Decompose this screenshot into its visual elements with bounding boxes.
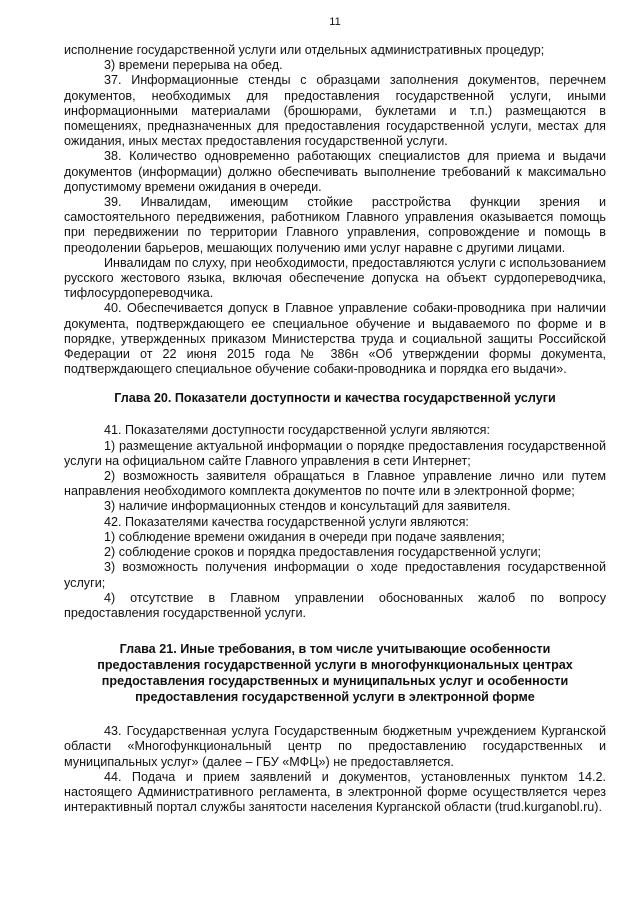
page-number: 11 <box>329 16 341 28</box>
paragraph-42-item-2: 2) соблюдение сроков и порядка предоставления государственной услуги; <box>104 545 542 560</box>
paragraph-40: 40. Обеспечивается допуск в Главное управление собаки-проводника при наличии документа, подтверждающего ее специальное обучение и выдаваемого по форме и в порядке, утвержденных приказом Министерства труда и социальной защиты Российской Федерации от 22 июня 2015 года № 386н «Об утверждении формы документа, подтверждающего специальное обучение собаки-проводника и порядка его выдачи». <box>64 301 606 377</box>
paragraph-item-3-break: 3) времени перерыва на обед. <box>104 58 283 73</box>
chapter-21-heading-line: предоставления государственной услуги в электронной форме <box>135 690 535 705</box>
paragraph-41: 41. Показателями доступности государственной услуги являются: <box>104 423 490 438</box>
chapter-21-heading-line: предоставления государственной услуги в многофункциональных центрах <box>97 658 573 673</box>
section-block-2 <box>64 423 606 621</box>
chapter-21-heading-line: предоставления государственных и муниципальных услуг и особенности <box>101 674 569 689</box>
chapter-20-heading: Глава 20. Показатели доступности и качества государственной услуги <box>114 391 556 406</box>
paragraph-41-item-2: 2) возможность заявителя обращаться в Главное управление лично или путем направления необходимого комплекта документов по почте или в электронной форме; <box>64 469 606 499</box>
paragraph-43: 43. Государственная услуга Государственным бюджетным учреждением Курганской области «Многофункциональный центр по предоставлению государственных и муниципальных услуг» (далее – ГБУ «МФЦ») не предоставляется. <box>64 724 606 769</box>
chapter-21-heading <box>64 641 606 705</box>
paragraph-39: 39. Инвалидам, имеющим стойкие расстройства функции зрения и самостоятельного передвижения, работником Главного управления оказывается помощь при передвижении по территории Главного управления, сопровождение и помощь в преодолении барьеров, мешающих получению ими услуг наравне с другими лицами. <box>64 195 606 255</box>
section-block-3 <box>64 724 606 815</box>
chapter-21-heading-line: Глава 21. Иные требования, в том числе учитывающие особенности <box>119 642 551 657</box>
paragraph-39-hearing: Инвалидам по слуху, при необходимости, предоставляются услуги с использованием русского жестового языка, включая обеспечение допуска на объект сурдопереводчика, тифлосурдопереводчика. <box>64 255 606 301</box>
paragraph-44: 44. Подача и прием заявлений и документов, установленных пунктом 14.2. настоящего Административного регламента, в электронной форме осуществляется через интерактивный портал службы занятости населения Курганской области (trud.kurganobl.ru). <box>64 769 606 815</box>
paragraph-41-item-1: 1) размещение актуальной информации о порядке предоставления государственной услуги на официальном сайте Главного управления в сети Интернет; <box>64 438 606 468</box>
paragraph-continuation: исполнение государственной услуги или отдельных административных процедур; <box>64 43 545 57</box>
paragraph-41-item-3: 3) наличие информационных стендов и консультаций для заявителя. <box>104 499 511 514</box>
paragraph-42-item-4: 4) отсутствие в Главном управлении обоснованных жалоб по вопросу предоставления государственной услуги. <box>64 590 606 620</box>
paragraph-42: 42. Показателями качества государственной услуги являются: <box>104 514 469 529</box>
paragraph-38: 38. Количество одновременно работающих специалистов для приема и выдачи документов (информации) должно обеспечивать выполнение требований к максимально допустимому времени ожидания в очереди. <box>64 149 606 194</box>
paragraph-37: 37. Информационные стенды с образцами заполнения документов, перечнем документов, необходимых для предоставления государственной услуги, иными информационными материалами (брошюрами, буклетами и т.п.) размещаются в помещениях, предназначенных для предоставления государственной услуги, местах для ожидания, иных местах предоставления государственной услуги. <box>64 73 606 149</box>
paragraph-42-item-1: 1) соблюдение времени ожидания в очереди при подаче заявления; <box>104 529 505 544</box>
section-block-1 <box>64 43 606 377</box>
paragraph-42-item-3: 3) возможность получения информации о ходе предоставления государственной услуги; <box>64 560 606 590</box>
